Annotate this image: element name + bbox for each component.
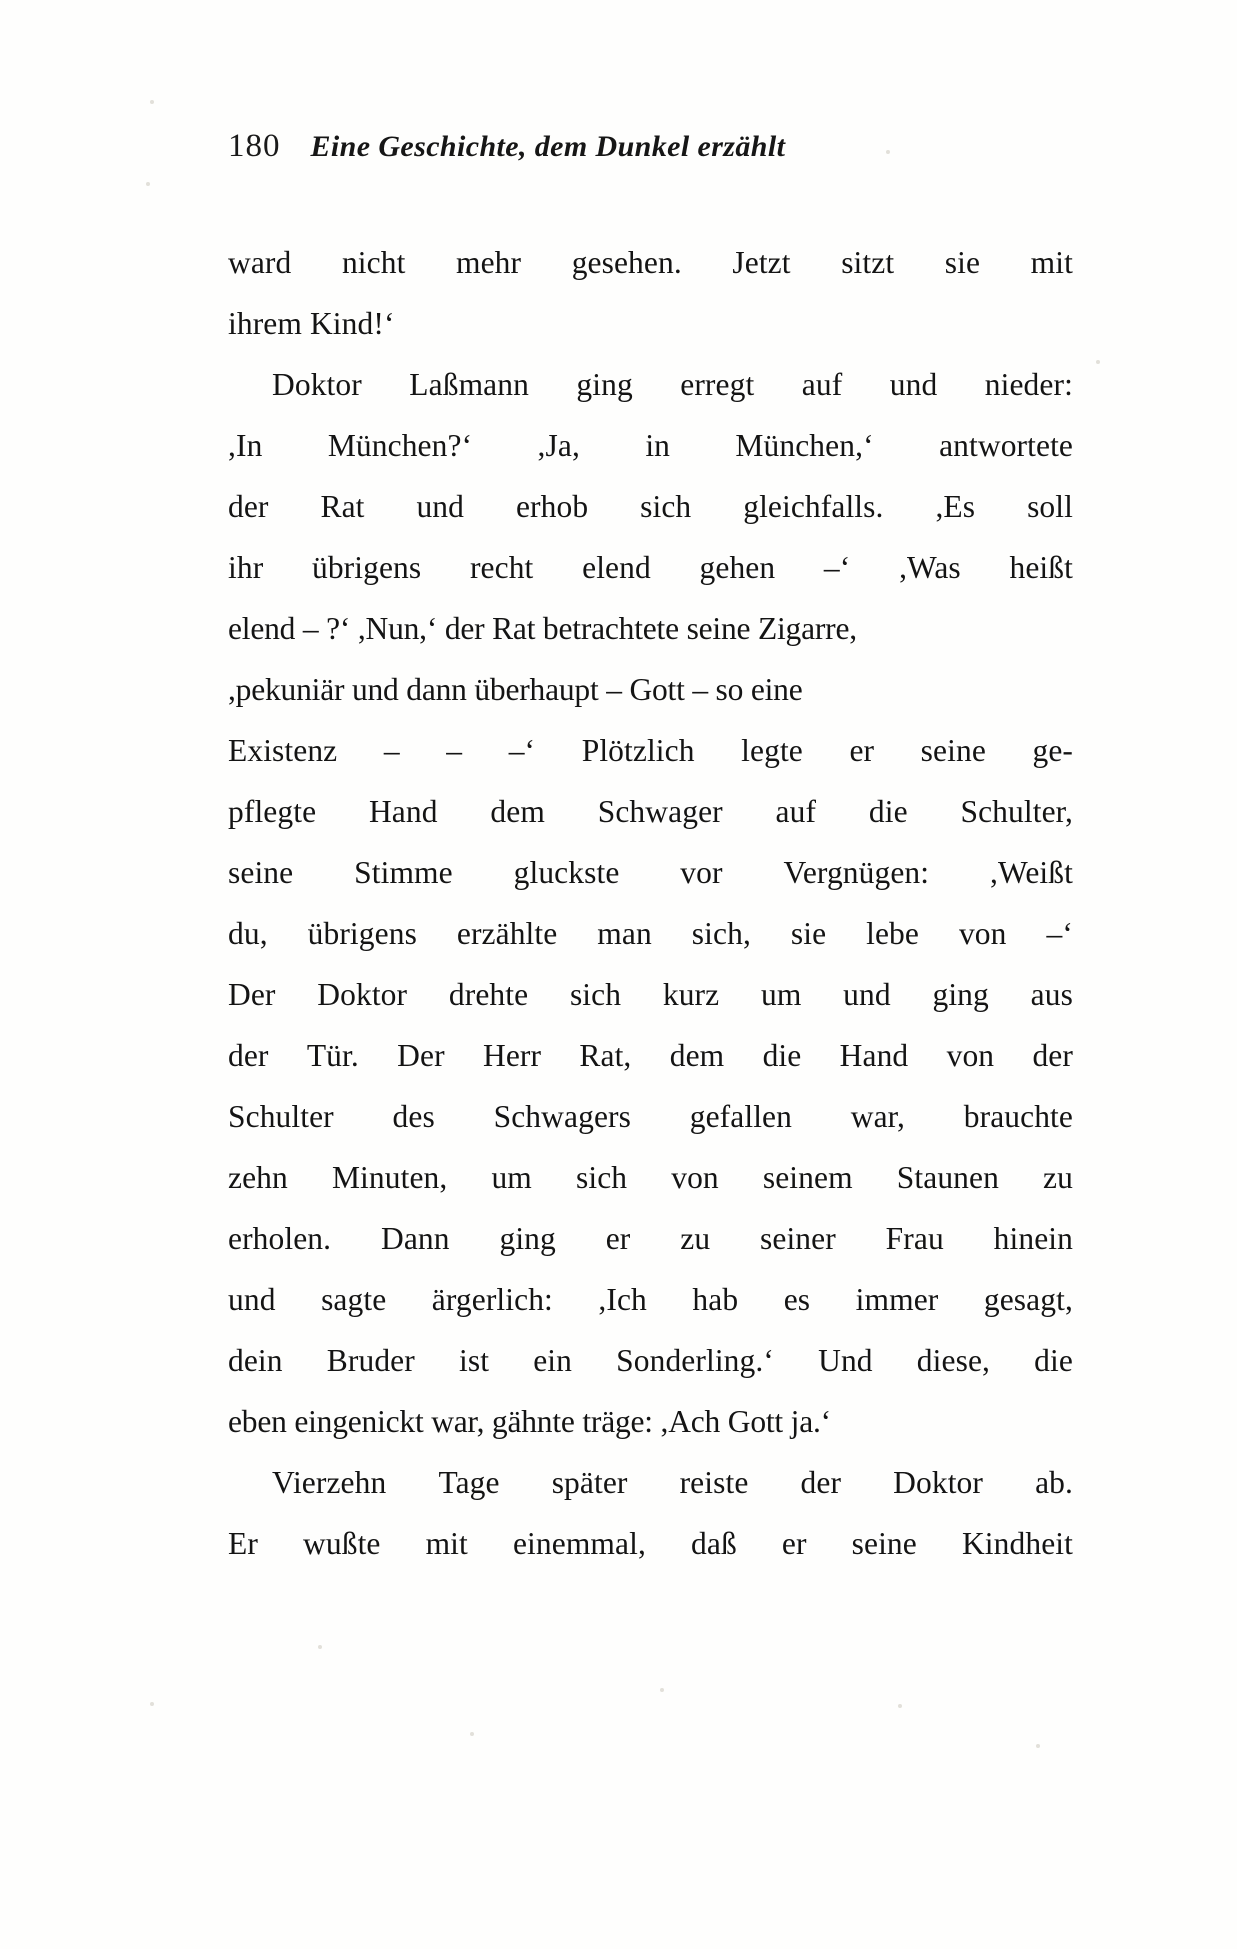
line-text-word: Plötzlich (581, 733, 695, 768)
line-text-word: –‘ (823, 550, 851, 585)
line-text-word: die (762, 1038, 802, 1073)
line-text: ihrem Kind!‘ (228, 306, 395, 341)
line-text-word: erregt (680, 367, 755, 402)
line-text-word: sagte (321, 1282, 387, 1317)
line-text-word: zu (1043, 1160, 1073, 1195)
line-text-word: der (228, 1038, 269, 1073)
line-text-word: in (645, 428, 671, 463)
paragraph (228, 354, 1073, 1452)
line-text-word: gesagt, (983, 1282, 1073, 1317)
line-text-word: Herr (482, 1038, 542, 1073)
line-text-word: mehr (456, 245, 522, 280)
line-text-word: seine (228, 855, 294, 890)
line-text-word: dem (669, 1038, 725, 1073)
line-text-word: München?‘ (327, 428, 473, 463)
line-text-word: – (446, 733, 463, 768)
line-text-word: und (843, 977, 891, 1012)
line-text-word: Doktor (317, 977, 408, 1012)
line-text-word: Doktor (272, 367, 362, 402)
text-line (228, 720, 1073, 781)
paper-speck (318, 1645, 322, 1649)
line-text-word: –‘ (1046, 916, 1073, 951)
line-text-word: Dann (380, 1221, 450, 1256)
line-text-word: hab (692, 1282, 739, 1317)
line-text-word: Existenz (228, 733, 338, 768)
line-text-word: sitzt (841, 245, 895, 280)
text-line (228, 1086, 1073, 1147)
line-text-word: von (671, 1160, 719, 1195)
line-text-word: Staunen (896, 1160, 999, 1195)
line-text-word: –‘ (508, 733, 536, 768)
line-text-word: er (849, 733, 875, 768)
line-text-word: Der (397, 1038, 445, 1073)
text-line (228, 1208, 1073, 1269)
text-line (228, 293, 1073, 354)
line-text-word: Kindheit (961, 1526, 1073, 1561)
line-text-word: mit (425, 1526, 468, 1561)
text-line (228, 659, 1073, 720)
text-line (228, 1025, 1073, 1086)
line-text-word: drehte (448, 977, 529, 1012)
line-text-word: sich (640, 489, 692, 524)
line-text: ,pekuniär und dann überhaupt – Gott – so eine (228, 672, 803, 707)
paragraph (228, 1452, 1073, 1574)
line-text-word: zehn (228, 1160, 288, 1195)
paper-speck (150, 1702, 154, 1706)
line-text-word: Schwager (597, 794, 723, 829)
line-text: elend – ?‘ ,Nun,‘ der Rat betrachtete seine Zigarre, (228, 611, 857, 646)
line-text-word: der (228, 489, 269, 524)
line-text-word: sich (569, 977, 622, 1012)
line-text-word: seine (851, 1526, 917, 1561)
line-text-word: du, (228, 916, 268, 951)
line-text-word: nicht (341, 245, 406, 280)
line-text-word: seiner (760, 1221, 836, 1256)
line-text-word: der (1032, 1038, 1073, 1073)
line-text-word: seine (920, 733, 986, 768)
line-text-word: Vergnügen: (783, 855, 930, 890)
line-text-word: nieder: (984, 367, 1073, 402)
line-text-word: die (1034, 1343, 1073, 1378)
paper-speck (898, 1704, 902, 1708)
line-text-word: auf (801, 367, 843, 402)
line-text: eben eingenickt war, gähnte träge: ,Ach Gott ja.‘ (228, 1404, 831, 1439)
line-text-word: heißt (1009, 550, 1073, 585)
line-text-word: von (958, 916, 1007, 951)
paper-speck (1036, 1744, 1040, 1748)
line-text-word: war, (850, 1099, 905, 1134)
line-text-word: ärgerlich: (431, 1282, 553, 1317)
line-text-word: Stimme (354, 855, 453, 890)
line-text-word: und (228, 1282, 276, 1317)
line-text-word: gesehen. (571, 245, 682, 280)
line-text-word: ist (459, 1343, 490, 1378)
line-text-word: mit (1030, 245, 1073, 280)
text-line (228, 476, 1073, 537)
body-text (228, 232, 1073, 1574)
line-text-word: es (783, 1282, 811, 1317)
text-line (228, 1269, 1073, 1330)
line-text-word: sich, (691, 916, 751, 951)
paper-speck (470, 1732, 474, 1736)
page-header (228, 128, 1068, 172)
line-text-word: sich (575, 1160, 628, 1195)
line-text-word: zu (680, 1221, 711, 1256)
line-text-word: übrigens (307, 916, 417, 951)
line-text-word: brauchte (963, 1099, 1073, 1134)
line-text-word: um (491, 1160, 532, 1195)
line-text-word: reiste (679, 1465, 749, 1500)
line-text-word: ,Was (899, 550, 961, 585)
paper-speck (150, 100, 154, 104)
line-text-word: ,In (228, 428, 263, 463)
line-text-word: Schulter, (960, 794, 1073, 829)
text-line (228, 1330, 1073, 1391)
line-text-word: er (781, 1526, 807, 1561)
text-line (228, 232, 1073, 293)
line-text-word: elend (582, 550, 651, 585)
paper-speck (1096, 360, 1100, 364)
line-text-word: gehen (699, 550, 776, 585)
text-line (228, 1391, 1073, 1452)
line-text-word: Tür. (306, 1038, 359, 1073)
line-text-word: soll (1027, 489, 1073, 524)
text-line (228, 537, 1073, 598)
line-text-word: daß (691, 1526, 737, 1561)
line-text-word: diese, (916, 1343, 990, 1378)
line-text-word: man (597, 916, 652, 951)
line-text-word: ging (499, 1221, 556, 1256)
line-text-word: Minuten, (331, 1160, 448, 1195)
line-text-word: vor (680, 855, 723, 890)
text-line (228, 781, 1073, 842)
page-number: 180 (228, 128, 281, 164)
line-text-word: Doktor (893, 1465, 983, 1500)
text-line (228, 1513, 1073, 1574)
line-text-word: ging (576, 367, 633, 402)
running-title: Eine Geschichte, dem Dunkel erzählt (310, 130, 786, 163)
line-text-word: von (946, 1038, 995, 1073)
line-text-word: Rat (320, 489, 365, 524)
line-text-word: dein (228, 1343, 283, 1378)
line-text-word: Schwagers (493, 1099, 631, 1134)
line-text-word: die (868, 794, 908, 829)
line-text-word: ab. (1035, 1465, 1073, 1500)
line-text-word: kurz (662, 977, 720, 1012)
line-text-word: ,Ja, (537, 428, 580, 463)
paragraph (228, 232, 1073, 354)
line-text-word: Rat, (579, 1038, 632, 1073)
text-line (228, 903, 1073, 964)
line-text-word: ge- (1032, 733, 1073, 768)
line-text-word: ihr (228, 550, 264, 585)
line-text-word: er (605, 1221, 631, 1256)
paper-speck (660, 1688, 664, 1692)
line-text-word: ward (228, 245, 292, 280)
line-text-word: legte (741, 733, 803, 768)
line-text-word: gleichfalls. (743, 489, 884, 524)
line-text-word: recht (469, 550, 534, 585)
line-text-word: Jetzt (732, 245, 791, 280)
line-text-word: und (416, 489, 465, 524)
line-text-word: aus (1030, 977, 1073, 1012)
line-text-word: erzählte (456, 916, 558, 951)
line-text-word: Schulter (228, 1099, 334, 1134)
line-text-word: ein (533, 1343, 572, 1378)
line-text-word: erholen. (228, 1221, 332, 1256)
line-text-word: antwortete (939, 428, 1073, 463)
line-text-word: dem (490, 794, 545, 829)
line-text-word: Sonderling.‘ (616, 1343, 774, 1378)
line-text-word: Hand (839, 1038, 909, 1073)
line-text-word: einemmal, (512, 1526, 646, 1561)
line-text-word: übrigens (311, 550, 422, 585)
line-text-word: des (392, 1099, 435, 1134)
text-line (228, 1147, 1073, 1208)
line-text-word: lebe (866, 916, 919, 951)
line-text-word: erhob (515, 489, 589, 524)
text-line (228, 354, 1073, 415)
line-text-word: München,‘ (735, 428, 874, 463)
text-line (228, 842, 1073, 903)
line-text-word: Hand (368, 794, 438, 829)
text-line (228, 598, 1073, 659)
line-text-word: Vierzehn (272, 1465, 387, 1500)
line-text-word: ging (932, 977, 989, 1012)
line-text-word: hinein (993, 1221, 1073, 1256)
line-text-word: pflegte (228, 794, 317, 829)
line-text-word: ,Es (935, 489, 976, 524)
line-text-word: ,Weißt (990, 855, 1073, 890)
line-text-word: wußte (303, 1526, 381, 1561)
paper-speck (146, 182, 150, 186)
text-line (228, 415, 1073, 476)
line-text-word: um (760, 977, 802, 1012)
line-text-word: Er (228, 1526, 258, 1561)
line-text-word: gluckste (513, 855, 620, 890)
line-text-word: Laßmann (409, 367, 529, 402)
line-text-word: Frau (885, 1221, 944, 1256)
line-text-word: später (551, 1465, 628, 1500)
line-text-word: Bruder (326, 1343, 415, 1378)
line-text-word: auf (775, 794, 817, 829)
line-text-word: ,Ich (598, 1282, 647, 1317)
line-text-word: Der (228, 977, 276, 1012)
line-text-word: Und (818, 1343, 873, 1378)
line-text-word: und (889, 367, 938, 402)
text-line (228, 964, 1073, 1025)
line-text-word: seinem (762, 1160, 853, 1195)
line-text-word: immer (855, 1282, 939, 1317)
text-line (228, 1452, 1073, 1513)
line-text-word: sie (790, 916, 827, 951)
line-text-word: Tage (438, 1465, 500, 1500)
line-text-word: – (383, 733, 400, 768)
line-text-word: gefallen (689, 1099, 792, 1134)
line-text-word: der (800, 1465, 842, 1500)
line-text-word: sie (944, 245, 981, 280)
